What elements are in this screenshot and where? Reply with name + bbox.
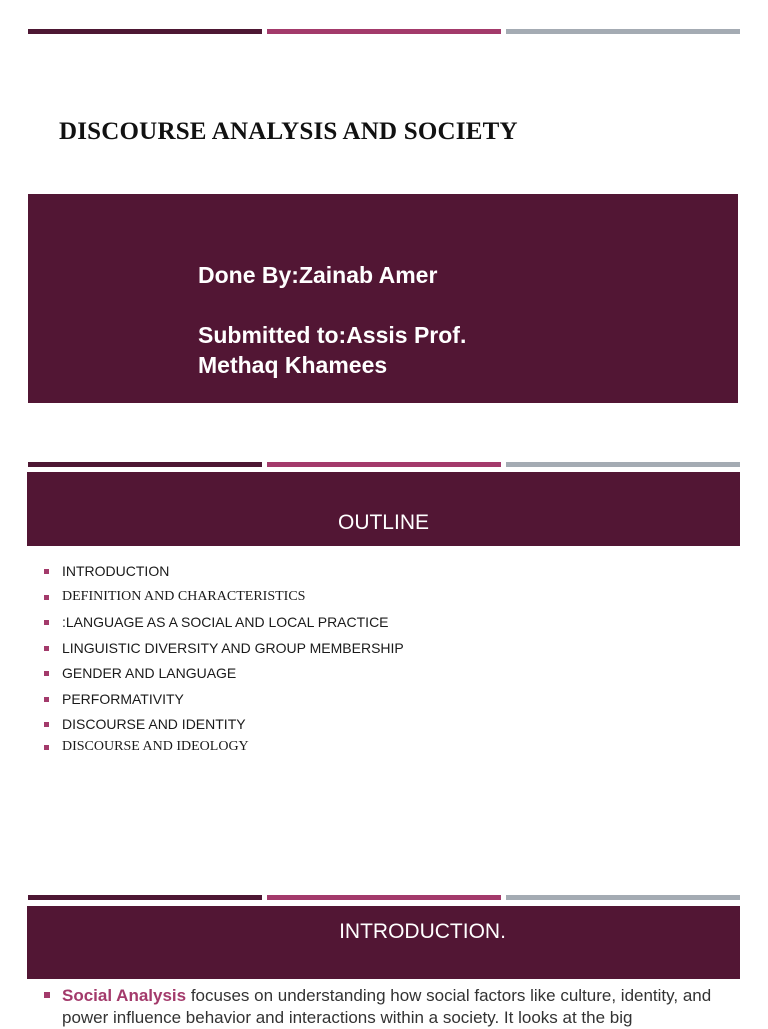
bar-accent xyxy=(267,29,501,34)
list-item: DISCOURSE AND IDENTITY xyxy=(44,716,404,739)
bullet-icon xyxy=(44,671,49,676)
list-item: GENDER AND LANGUAGE xyxy=(44,665,404,691)
paragraph-text: focuses on understanding how social factors like culture, identity, and power influence behavior and interactions within a society. It looks at the big xyxy=(62,986,712,1027)
submitted-to-text: Submitted to:Assis Prof. xyxy=(198,322,467,348)
bullet-icon xyxy=(44,722,49,727)
bar-gray xyxy=(506,29,740,34)
decorative-bars-intro xyxy=(28,895,740,900)
list-item: DEFINITION AND CHARACTERISTICS xyxy=(44,589,404,615)
list-item: LINGUISTIC DIVERSITY AND GROUP MEMBERSHIP xyxy=(44,640,404,666)
bullet-icon xyxy=(44,595,49,600)
introduction-paragraph xyxy=(44,985,724,1029)
bullet-icon xyxy=(44,745,49,750)
bullet-icon xyxy=(44,646,49,651)
bar-gray xyxy=(506,895,740,900)
slide-title: DISCOURSE ANALYSIS AND SOCIETY xyxy=(59,118,518,145)
author-box xyxy=(28,194,738,403)
bullet-icon xyxy=(44,992,50,998)
supervisor-name: Methaq Khamees xyxy=(198,352,388,378)
introduction-header: INTRODUCTION. xyxy=(27,906,740,979)
bar-gray xyxy=(506,462,740,467)
list-item: DISCOURSE AND IDEOLOGY xyxy=(44,739,404,765)
bar-dark xyxy=(28,462,262,467)
bullet-icon xyxy=(44,620,49,625)
done-by-text: Done By:Zainab Amer xyxy=(198,262,438,288)
list-item: PERFORMATIVITY xyxy=(44,691,404,717)
outline-list xyxy=(44,563,404,765)
decorative-bars-outline xyxy=(28,462,740,467)
key-term: Social Analysis xyxy=(62,986,187,1005)
bar-dark xyxy=(28,29,262,34)
decorative-bars-top xyxy=(28,29,740,34)
bar-accent xyxy=(267,462,501,467)
outline-header: OUTLINE xyxy=(27,472,740,546)
list-item: :LANGUAGE AS A SOCIAL AND LOCAL PRACTICE xyxy=(44,614,404,640)
list-item: INTRODUCTION xyxy=(44,563,404,589)
bar-dark xyxy=(28,895,262,900)
bullet-icon xyxy=(44,697,49,702)
bar-accent xyxy=(267,895,501,900)
bullet-icon xyxy=(44,569,49,574)
